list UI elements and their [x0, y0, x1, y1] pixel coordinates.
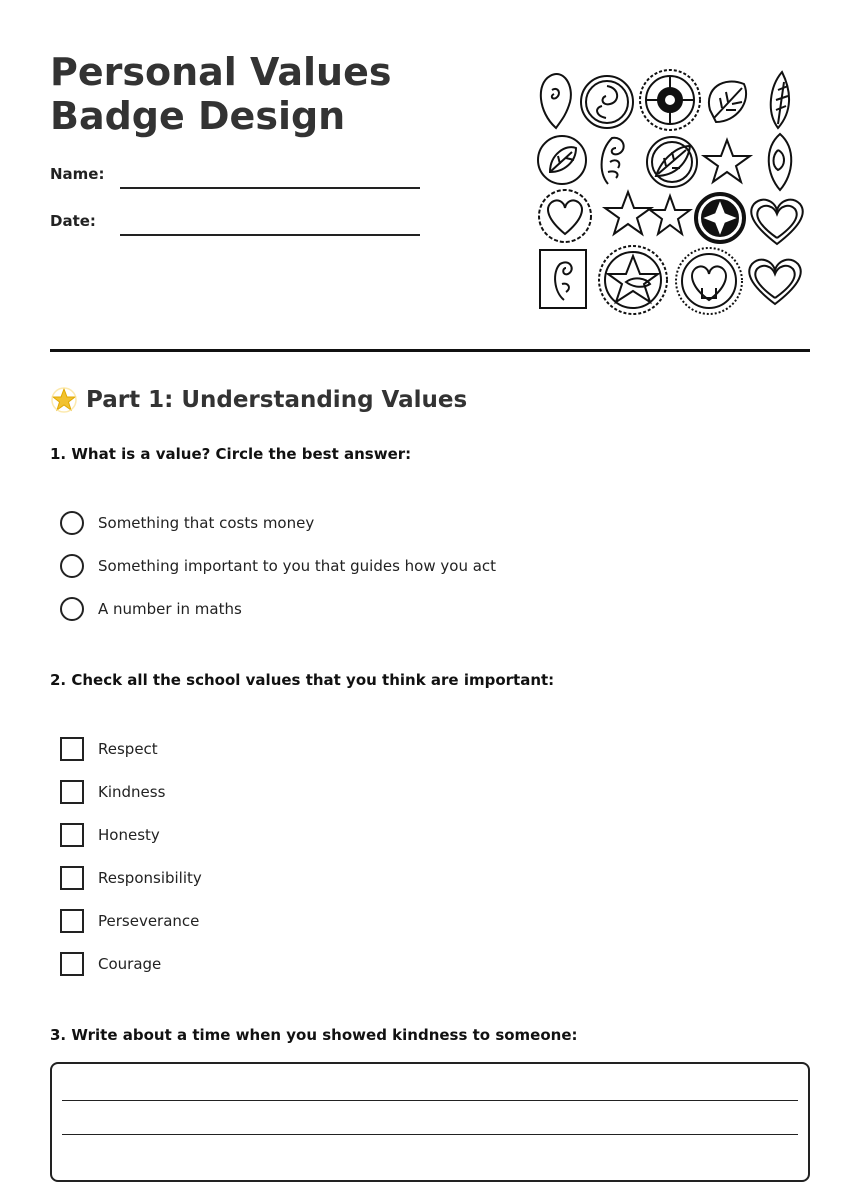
double-star-icon — [605, 192, 690, 234]
option-label: Respect — [98, 740, 158, 758]
checkbox[interactable] — [60, 866, 84, 890]
section-title-text: Part 1: Understanding Values — [86, 387, 468, 413]
feather-icon — [771, 72, 789, 128]
answer-box[interactable] — [50, 1062, 810, 1182]
leaf-seed-icon — [769, 134, 792, 190]
star-medallion-icon — [696, 194, 744, 242]
checkbox[interactable] — [60, 823, 84, 847]
swirl-leaf-icon — [541, 74, 571, 128]
writing-line — [62, 1100, 798, 1101]
q2-option[interactable] — [60, 737, 158, 761]
question-1: 1. What is a value? Circle the best answer: — [50, 445, 412, 463]
heart-outline-icon — [749, 260, 800, 304]
option-label: Something that costs money — [98, 514, 315, 532]
glowing-star-icon — [50, 386, 78, 414]
badge-icons-grid — [530, 62, 810, 324]
spiral-circle-icon — [581, 76, 633, 128]
q1-option[interactable] — [60, 511, 314, 535]
checkbox[interactable] — [60, 737, 84, 761]
question-3: 3. Write about a time when you showed kindness to someone: — [50, 1026, 578, 1044]
section-divider — [50, 349, 810, 352]
koru-card-icon — [540, 250, 586, 308]
checkbox[interactable] — [60, 909, 84, 933]
ornate-medallion-icon — [640, 70, 700, 130]
question-2: 2. Check all the school values that you think are important: — [50, 671, 555, 689]
q2-option[interactable] — [60, 909, 199, 933]
radio-button[interactable] — [60, 554, 84, 578]
checkbox[interactable] — [60, 952, 84, 976]
radio-button[interactable] — [60, 597, 84, 621]
heart-circle-icon — [539, 190, 591, 242]
section-title-part1 — [50, 386, 467, 414]
q2-option[interactable] — [60, 952, 161, 976]
page-title: Personal Values Badge Design — [50, 50, 392, 138]
heart-ring-icon — [676, 248, 742, 314]
heart-icon — [751, 200, 802, 244]
date-label: Date: — [50, 212, 96, 230]
q2-option[interactable] — [60, 823, 160, 847]
option-label: Responsibility — [98, 869, 202, 887]
leaf-icon — [709, 82, 746, 122]
q2-option[interactable] — [60, 780, 165, 804]
q2-option[interactable] — [60, 866, 202, 890]
leaf-circle-icon — [538, 136, 586, 184]
star-icon — [704, 140, 750, 182]
q1-option[interactable] — [60, 597, 242, 621]
option-label: Honesty — [98, 826, 160, 844]
checkbox[interactable] — [60, 780, 84, 804]
name-field[interactable] — [120, 187, 420, 189]
q1-option[interactable] — [60, 554, 496, 578]
date-field[interactable] — [120, 234, 420, 236]
star-fish-medallion-icon — [599, 246, 667, 314]
name-label: Name: — [50, 165, 105, 183]
writing-line — [62, 1134, 798, 1135]
option-label: A number in maths — [98, 600, 242, 618]
option-label: Perseverance — [98, 912, 200, 930]
option-label: Kindness — [98, 783, 166, 801]
option-label: Courage — [98, 955, 162, 973]
option-label: Something important to you that guides how you act — [98, 557, 497, 575]
fern-circle-icon — [647, 137, 697, 187]
radio-button[interactable] — [60, 511, 84, 535]
koru-icon — [602, 138, 624, 184]
